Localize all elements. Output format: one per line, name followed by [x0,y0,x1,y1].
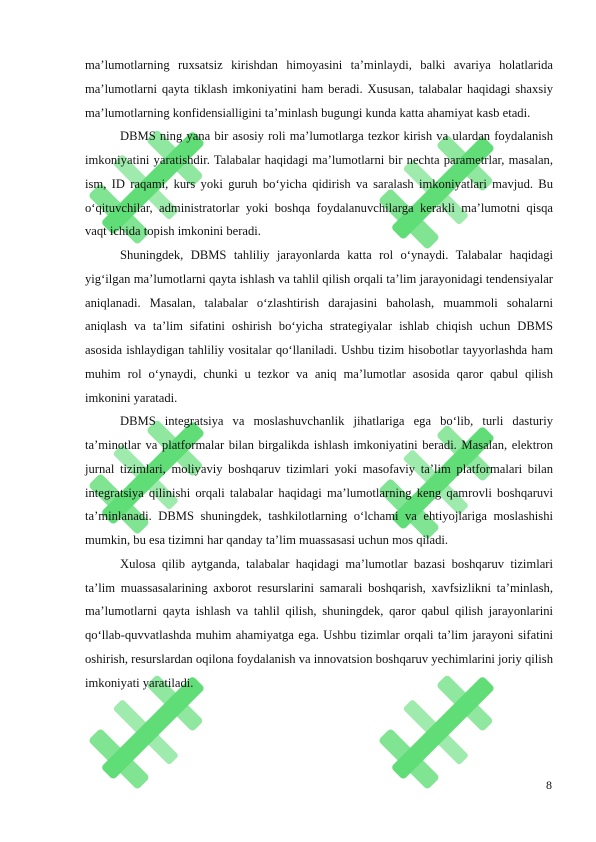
paragraph-dbms-integration: DBMS integratsiya va moslashuvchanlik jihatlariga ega bo‘lib, turli dasturiy ta’minotlar va platformalar bilan birgalikda ishlash imkoniyatini beradi. Masalan, elektron jurnal tizimlari, moliyaviy boshqaruv tizimlari yoki masofaviy ta’lim platformalari bilan integratsiya qilinishi orqali talabalar haqidagi ma’lumotlarning keng qamrovli boshqaruvi ta’minlanadi. DBMS shuningdek, tashkilotlarning o‘lchami va ehtiyojlariga moslashishi mumkin, bu esa tizimni har qanday ta’lim muassasasi uchun mos qiladi. [85,414,553,547]
paragraph-dbms-analytics: Shuningdek, DBMS tahliliy jarayonlarda katta rol o‘ynaydi. Talabalar haqidagi yig‘ilgan ma’lumotlarni qayta ishlash va tahlil qilish orqali ta’lim jarayonidagi tendensiyalar aniqlanadi. Masalan, talabalar o‘zlashtirish darajasini baholash, muammoli sohalarni aniqlash va ta’lim sifatini oshirish bo‘yicha strategiyalar ishlab chiqish uchun DBMS asosida ishlaydigan tahliliy vositalar qo‘llaniladi. Ushbu tizim hisobotlar tayyorlashda ham muhim rol o‘ynaydi, chunki u tezkor va aniq ma’lumotlar asosida qaror qabul qilish imkonini yaratadi. [85,248,553,405]
paragraph-dbms-access: DBMS ning yana bir asosiy roli ma’lumotlarga tezkor kirish va ulardan foydalanish imkoniyatini yaratishdir. Talabalar haqidagi ma’lumotlarni bir nechta parametrlar, masalan, ism, ID raqami, kurs yoki guruh bo‘yicha qidirish va saralash imkoniyatlari mavjud. Bu o‘qituvchilar, administratorlar yoki boshqa foydalanuvchilarga kerakli ma’lumotni qisqa vaqt ichida topish imkonini beradi. [85,129,553,239]
paragraph-conclusion: Xulosa qilib aytganda, talabalar haqidagi ma’lumotlar bazasi boshqaruv tizimlari ta’lim muassasalarining axborot resurslarini samarali boshqarish, xavfsizlikni ta’minlash, ma’lumotlarni qayta ishlash va tahlil qilish, shuningdek, qaror qabul qilish jarayonlarini qo‘llab-quvvatlashda muhim ahamiyatga ega. Ushbu tizimlar orqali ta’lim jarayoni sifatini oshirish, resurslardan oqilona foydalanish va innovatsion boshqaruv yechimlarini joriy qilish imkoniyati yaratiladi. [85,556,553,690]
paragraph-continued: ma’lumotlarning ruxsatsiz kirishdan himoyasini ta’minlaydi, balki avariya holatlarida ma’lumotlarni qayta tiklash imkoniyatini ham beradi. Xususan, talabalar haqidagi shaxsiy ma’lumotlarning konfidensialligini ta’minlash bugungi kunda katta ahamiyat kasb etadi. [85,58,553,120]
page-number: 8 [546,778,552,792]
body-text [85,54,553,695]
